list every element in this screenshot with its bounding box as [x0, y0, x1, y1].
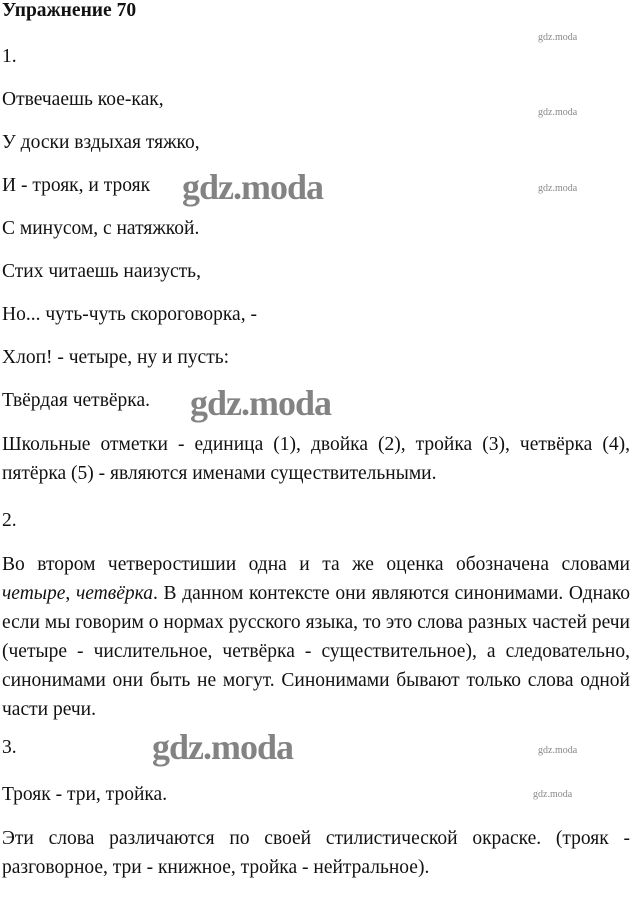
watermark-large: gdz.moda	[182, 167, 324, 207]
poem-line: Твёрдая четвёрка.	[2, 390, 151, 411]
italic-word: четвёрка	[75, 583, 153, 604]
poem-line: У доски вздыхая тяжко,	[2, 132, 200, 153]
text: ,	[65, 583, 76, 604]
poem-line: С минусом, с натяжкой.	[2, 218, 200, 239]
poem-line: Но... чуть-чуть скороговорка, -	[2, 304, 257, 325]
watermark: gdz.moda	[533, 789, 573, 800]
text: . В данном контексте они являются синонимами. Однако если мы говорим о нормах русского языка, то это слова разных частей речи (четыре - числительное, четвёрка - существительное), а следовательно, синонимами они быть не могут. Синонимами бывают только слова одной части речи.	[2, 583, 630, 720]
section-number-1: 1.	[2, 46, 17, 67]
section-number-3: 3.	[2, 737, 17, 758]
section-number-2: 2.	[2, 510, 17, 531]
text: Во втором четверостишии одна и та же оценка обозначена словами	[2, 554, 630, 575]
watermark-large: gdz.moda	[152, 727, 294, 767]
text-line: Трояк - три, тройка.	[2, 784, 168, 805]
watermark: gdz.moda	[538, 183, 578, 194]
italic-word: четыре	[2, 583, 66, 604]
paragraph-part3: Эти слова различаются по своей стилистической окраске. (трояк - разговорное, три - книжное, тройка - нейтральное).	[2, 828, 630, 878]
watermark: gdz.moda	[538, 107, 578, 118]
watermark-large: gdz.moda	[190, 383, 332, 423]
poem-line: Хлоп! - четыре, ну и пусть:	[2, 347, 230, 368]
paragraph-note: Школьные отметки - единица (1), двойка (2), тройка (3), четвёрка (4), пятёрка (5) - являются именами существительными.	[2, 434, 630, 484]
poem-line: И - трояк, и трояк	[2, 175, 151, 196]
poem-line: Стих читаешь наизусть,	[2, 261, 201, 282]
poem-line: Отвечаешь кое-как,	[2, 89, 164, 110]
paragraph-part2	[2, 550, 630, 724]
page-title: Упражнение 70	[2, 0, 137, 21]
watermark: gdz.moda	[538, 32, 578, 43]
watermark: gdz.moda	[538, 745, 578, 756]
